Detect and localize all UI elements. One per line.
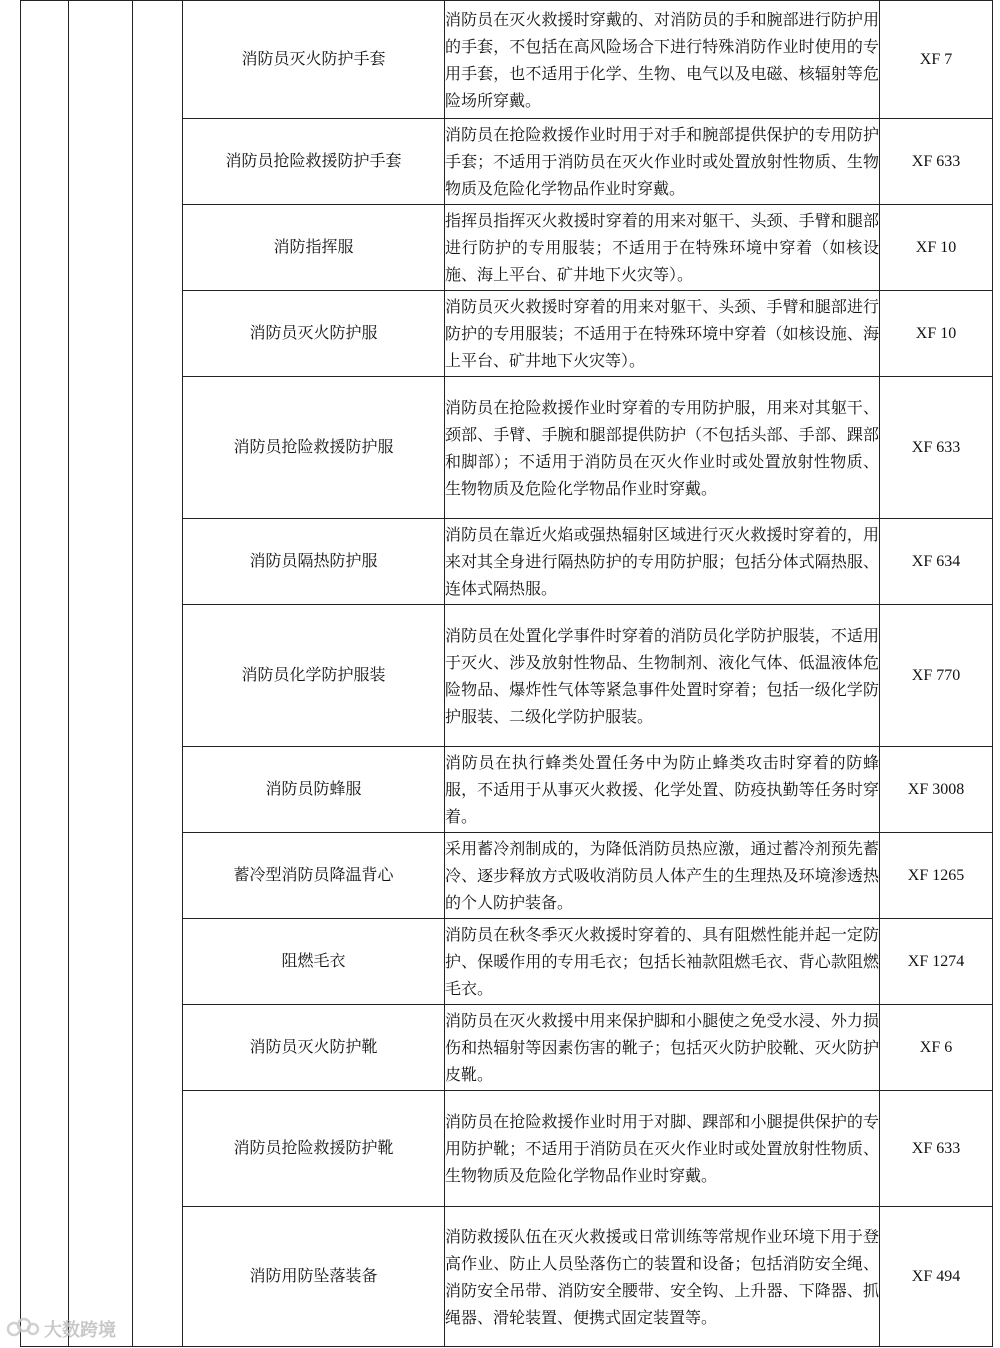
equipment-name: 消防用防坠落装备 — [183, 1207, 445, 1347]
equipment-description: 消防员在秋冬季灭火救援时穿着的、具有阻燃性能并起一定防护、保暖作用的专用毛衣；包括长袖款阻燃毛衣、背心款阻燃毛衣。 — [445, 919, 880, 1005]
equipment-name: 消防员防蜂服 — [183, 747, 445, 833]
equipment-name: 消防员化学防护服装 — [183, 605, 445, 747]
table-row — [21, 1, 993, 119]
equipment-description: 消防员在灭火救援中用来保护脚和小腿使之免受水浸、外力损伤和热辐射等因素伤害的靴子；包括灭火防护胶靴、灭火防护皮靴。 — [445, 1005, 880, 1091]
standard-code: XF 1274 — [880, 919, 993, 1005]
equipment-name: 消防员抢险救援防护靴 — [183, 1091, 445, 1207]
equipment-description: 指挥员指挥灭火救援时穿着的用来对躯干、头颈、手臂和腿部进行防护的专用服装；不适用于在特殊环境中穿着（如核设施、海上平台、矿井地下火灾等）。 — [445, 205, 880, 291]
watermark — [6, 1314, 136, 1344]
merged-category-col-1 — [21, 1, 69, 1347]
equipment-name: 蓄冷型消防员降温背心 — [183, 833, 445, 919]
standard-code: XF 770 — [880, 605, 993, 747]
merged-category-col-3 — [133, 1, 183, 1347]
equipment-description: 采用蓄冷剂制成的，为降低消防员热应激，通过蓄冷剂预先蓄冷、逐步释放方式吸收消防员人体产生的生理热及环境渗透热的个人防护装备。 — [445, 833, 880, 919]
standard-code: XF 10 — [880, 205, 993, 291]
equipment-name: 消防指挥服 — [183, 205, 445, 291]
equipment-name: 消防员灭火防护服 — [183, 291, 445, 377]
merged-category-col-2 — [69, 1, 133, 1347]
equipment-description: 消防救援队伍在灭火救援或日常训练等常规作业环境下用于登高作业、防止人员坠落伤亡的装置和设备；包括消防安全绳、消防安全吊带、消防安全腰带、安全钩、上升器、下降器、抓绳器、滑轮装置、便携式固定装置等。 — [445, 1207, 880, 1347]
equipment-description: 消防员在灭火救援时穿戴的、对消防员的手和腕部进行防护用的手套，不包括在高风险场合下进行特殊消防作业时使用的专用手套，也不适用于化学、生物、电气以及电磁、核辐射等危险场所穿戴。 — [445, 1, 880, 119]
brand-logo-icon — [6, 1315, 40, 1344]
equipment-name: 阻燃毛衣 — [183, 919, 445, 1005]
standard-code: XF 633 — [880, 119, 993, 205]
standard-code: XF 494 — [880, 1207, 993, 1347]
equipment-description: 消防员灭火救援时穿着的用来对躯干、头颈、手臂和腿部进行防护的专用服装；不适用于在特殊环境中穿着（如核设施、海上平台、矿井地下火灾等）。 — [445, 291, 880, 377]
equipment-description: 消防员在靠近火焰或强热辐射区域进行灭火救援时穿着的，用来对其全身进行隔热防护的专用防护服；包括分体式隔热服、连体式隔热服。 — [445, 519, 880, 605]
table-body — [21, 1, 993, 1347]
equipment-name: 消防员抢险救援防护手套 — [183, 119, 445, 205]
standard-code: XF 633 — [880, 1091, 993, 1207]
standard-code: XF 10 — [880, 291, 993, 377]
equipment-description: 消防员在执行蜂类处置任务中为防止蜂类攻击时穿着的防蜂服，不适用于从事灭火救援、化学处置、防疫执勤等任务时穿着。 — [445, 747, 880, 833]
equipment-name: 消防员隔热防护服 — [183, 519, 445, 605]
equipment-description: 消防员在抢险救援作业时穿着的专用防护服，用来对其躯干、颈部、手臂、手腕和腿部提供防护（不包括头部、手部、踝部和脚部）；不适用于消防员在灭火作业时或处置放射性物质、生物物质及危险化学物品作业时穿戴。 — [445, 377, 880, 519]
equipment-description: 消防员在处置化学事件时穿着的消防员化学防护服装，不适用于灭火、涉及放射性物品、生物制剂、液化气体、低温液体危险物品、爆炸性气体等紧急事件处置时穿着；包括一级化学防护服装、二级化学防护服装。 — [445, 605, 880, 747]
standard-code: XF 6 — [880, 1005, 993, 1091]
equipment-name: 消防员灭火防护靴 — [183, 1005, 445, 1091]
standard-code: XF 634 — [880, 519, 993, 605]
standard-code: XF 1265 — [880, 833, 993, 919]
equipment-description: 消防员在抢险救援作业时用于对手和腕部提供保护的专用防护手套；不适用于消防员在灭火作业时或处置放射性物质、生物物质及危险化学物品作业时穿戴。 — [445, 119, 880, 205]
standards-table — [20, 0, 993, 1347]
equipment-description: 消防员在抢险救援作业时用于对脚、踝部和小腿提供保护的专用防护靴；不适用于消防员在灭火作业时或处置放射性物质、生物物质及危险化学物品作业时穿戴。 — [445, 1091, 880, 1207]
equipment-name: 消防员灭火防护手套 — [183, 1, 445, 119]
standard-code: XF 633 — [880, 377, 993, 519]
standard-code: XF 3008 — [880, 747, 993, 833]
watermark-text: 大数跨境 — [44, 1320, 116, 1341]
equipment-name: 消防员抢险救援防护服 — [183, 377, 445, 519]
standard-code: XF 7 — [880, 1, 993, 119]
